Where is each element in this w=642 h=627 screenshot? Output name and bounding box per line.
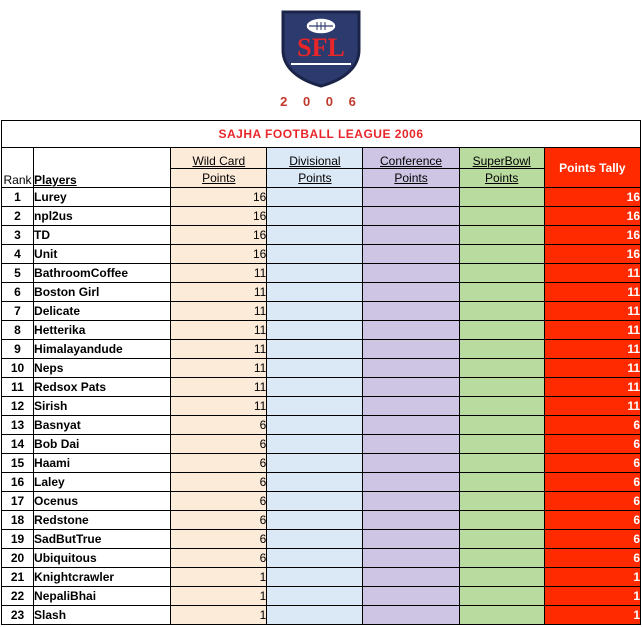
- cell-points-tally: 11: [544, 378, 640, 397]
- table-title-row: [2, 121, 641, 148]
- cell-rank: 6: [2, 283, 34, 302]
- cell-conference: [363, 207, 459, 226]
- cell-rank: 5: [2, 264, 34, 283]
- header-points-tally: Points Tally: [544, 148, 640, 188]
- cell-superbowl: [459, 549, 544, 568]
- cell-wild-card: 11: [171, 321, 267, 340]
- cell-player: NepaliBhai: [34, 587, 171, 606]
- cell-rank: 21: [2, 568, 34, 587]
- sfl-shield-logo: [277, 6, 365, 90]
- cell-wild-card: 16: [171, 188, 267, 207]
- cell-wild-card: 16: [171, 245, 267, 264]
- cell-rank: 23: [2, 606, 34, 625]
- page-title: SAJHA FOOTBALL LEAGUE 2006: [2, 121, 641, 148]
- header-conference: Conference: [363, 148, 459, 169]
- cell-conference: [363, 435, 459, 454]
- table-row: [2, 549, 641, 568]
- cell-superbowl: [459, 264, 544, 283]
- svg-text:SFL: SFL: [297, 33, 345, 62]
- cell-player: Himalayandude: [34, 340, 171, 359]
- cell-wild-card: 1: [171, 606, 267, 625]
- cell-conference: [363, 492, 459, 511]
- standings-rows: [2, 188, 641, 625]
- cell-wild-card: 6: [171, 435, 267, 454]
- cell-divisional: [267, 245, 363, 264]
- table-row: [2, 340, 641, 359]
- cell-player: Bob Dai: [34, 435, 171, 454]
- cell-wild-card: 11: [171, 264, 267, 283]
- table-row: [2, 606, 641, 625]
- cell-rank: 19: [2, 530, 34, 549]
- logo-year: 2 0 0 6: [280, 94, 362, 109]
- cell-superbowl: [459, 492, 544, 511]
- cell-points-tally: 11: [544, 340, 640, 359]
- cell-rank: 7: [2, 302, 34, 321]
- cell-divisional: [267, 359, 363, 378]
- cell-conference: [363, 226, 459, 245]
- cell-wild-card: 11: [171, 283, 267, 302]
- cell-player: Knightcrawler: [34, 568, 171, 587]
- table-row: [2, 511, 641, 530]
- table-row: [2, 264, 641, 283]
- cell-conference: [363, 188, 459, 207]
- cell-conference: [363, 530, 459, 549]
- header-divisional: Divisional: [267, 148, 363, 169]
- cell-wild-card: 6: [171, 454, 267, 473]
- cell-rank: 12: [2, 397, 34, 416]
- cell-points-tally: 1: [544, 568, 640, 587]
- cell-divisional: [267, 435, 363, 454]
- cell-conference: [363, 454, 459, 473]
- cell-points-tally: 11: [544, 302, 640, 321]
- header-rank: Rank: [2, 148, 34, 188]
- cell-rank: 18: [2, 511, 34, 530]
- cell-wild-card: 11: [171, 340, 267, 359]
- cell-conference: [363, 321, 459, 340]
- cell-divisional: [267, 492, 363, 511]
- cell-player: Ubiquitous: [34, 549, 171, 568]
- header-conference-points: Points: [363, 169, 459, 188]
- cell-wild-card: 16: [171, 226, 267, 245]
- cell-rank: 2: [2, 207, 34, 226]
- cell-points-tally: 16: [544, 188, 640, 207]
- cell-rank: 8: [2, 321, 34, 340]
- cell-wild-card: 6: [171, 492, 267, 511]
- cell-divisional: [267, 416, 363, 435]
- cell-divisional: [267, 340, 363, 359]
- cell-player: Ocenus: [34, 492, 171, 511]
- header-superbowl-points: Points: [459, 169, 544, 188]
- cell-rank: 14: [2, 435, 34, 454]
- cell-rank: 20: [2, 549, 34, 568]
- cell-conference: [363, 397, 459, 416]
- cell-conference: [363, 283, 459, 302]
- table-row: [2, 359, 641, 378]
- cell-rank: 10: [2, 359, 34, 378]
- cell-points-tally: 16: [544, 207, 640, 226]
- cell-rank: 17: [2, 492, 34, 511]
- cell-player: Lurey: [34, 188, 171, 207]
- cell-conference: [363, 511, 459, 530]
- cell-player: BathroomCoffee: [34, 264, 171, 283]
- cell-conference: [363, 568, 459, 587]
- table-row: [2, 530, 641, 549]
- cell-divisional: [267, 587, 363, 606]
- cell-divisional: [267, 302, 363, 321]
- cell-rank: 9: [2, 340, 34, 359]
- header-wild-card-points: Points: [171, 169, 267, 188]
- cell-conference: [363, 359, 459, 378]
- cell-superbowl: [459, 207, 544, 226]
- cell-points-tally: 11: [544, 397, 640, 416]
- cell-divisional: [267, 283, 363, 302]
- cell-superbowl: [459, 188, 544, 207]
- cell-player: Basnyat: [34, 416, 171, 435]
- cell-player: Sirish: [34, 397, 171, 416]
- cell-superbowl: [459, 416, 544, 435]
- cell-divisional: [267, 454, 363, 473]
- cell-superbowl: [459, 587, 544, 606]
- table-row: [2, 435, 641, 454]
- cell-divisional: [267, 226, 363, 245]
- cell-superbowl: [459, 283, 544, 302]
- cell-superbowl: [459, 511, 544, 530]
- header-superbowl: SuperBowl: [459, 148, 544, 169]
- cell-points-tally: 11: [544, 321, 640, 340]
- cell-rank: 3: [2, 226, 34, 245]
- cell-points-tally: 11: [544, 283, 640, 302]
- table-row: [2, 568, 641, 587]
- cell-player: Slash: [34, 606, 171, 625]
- cell-points-tally: 6: [544, 416, 640, 435]
- cell-points-tally: 6: [544, 492, 640, 511]
- cell-conference: [363, 606, 459, 625]
- cell-points-tally: 6: [544, 530, 640, 549]
- cell-superbowl: [459, 454, 544, 473]
- cell-points-tally: 1: [544, 587, 640, 606]
- table-row: [2, 302, 641, 321]
- cell-player: Redsox Pats: [34, 378, 171, 397]
- cell-conference: [363, 587, 459, 606]
- cell-divisional: [267, 188, 363, 207]
- cell-conference: [363, 264, 459, 283]
- cell-conference: [363, 340, 459, 359]
- cell-wild-card: 6: [171, 511, 267, 530]
- cell-superbowl: [459, 340, 544, 359]
- cell-wild-card: 16: [171, 207, 267, 226]
- cell-wild-card: 6: [171, 473, 267, 492]
- cell-points-tally: 11: [544, 264, 640, 283]
- cell-wild-card: 6: [171, 416, 267, 435]
- cell-divisional: [267, 207, 363, 226]
- cell-divisional: [267, 397, 363, 416]
- cell-superbowl: [459, 378, 544, 397]
- header-divisional-points: Points: [267, 169, 363, 188]
- cell-player: Neps: [34, 359, 171, 378]
- cell-superbowl: [459, 397, 544, 416]
- table-row: [2, 226, 641, 245]
- cell-points-tally: 11: [544, 359, 640, 378]
- cell-rank: 11: [2, 378, 34, 397]
- cell-divisional: [267, 264, 363, 283]
- cell-rank: 13: [2, 416, 34, 435]
- cell-superbowl: [459, 568, 544, 587]
- cell-rank: 22: [2, 587, 34, 606]
- cell-superbowl: [459, 435, 544, 454]
- cell-conference: [363, 245, 459, 264]
- cell-superbowl: [459, 321, 544, 340]
- cell-wild-card: 6: [171, 549, 267, 568]
- cell-conference: [363, 416, 459, 435]
- table-row: [2, 245, 641, 264]
- standings-table: [1, 120, 641, 625]
- cell-rank: 16: [2, 473, 34, 492]
- cell-divisional: [267, 511, 363, 530]
- header-players: Players: [34, 148, 171, 188]
- cell-wild-card: 11: [171, 302, 267, 321]
- cell-wild-card: 11: [171, 378, 267, 397]
- cell-points-tally: 6: [544, 435, 640, 454]
- cell-wild-card: 11: [171, 359, 267, 378]
- cell-wild-card: 6: [171, 530, 267, 549]
- cell-wild-card: 1: [171, 587, 267, 606]
- cell-superbowl: [459, 473, 544, 492]
- table-row: [2, 492, 641, 511]
- cell-superbowl: [459, 302, 544, 321]
- cell-player: Redstone: [34, 511, 171, 530]
- cell-player: npl2us: [34, 207, 171, 226]
- cell-conference: [363, 378, 459, 397]
- cell-divisional: [267, 549, 363, 568]
- table-row: [2, 321, 641, 340]
- cell-conference: [363, 302, 459, 321]
- table-header-row-1: [2, 148, 641, 169]
- cell-divisional: [267, 568, 363, 587]
- cell-divisional: [267, 530, 363, 549]
- table-row: [2, 416, 641, 435]
- cell-wild-card: 11: [171, 397, 267, 416]
- cell-divisional: [267, 473, 363, 492]
- cell-player: TD: [34, 226, 171, 245]
- logo-area: [0, 0, 642, 120]
- cell-conference: [363, 549, 459, 568]
- cell-points-tally: 6: [544, 454, 640, 473]
- cell-player: Unit: [34, 245, 171, 264]
- table-row: [2, 188, 641, 207]
- cell-rank: 1: [2, 188, 34, 207]
- table-row: [2, 587, 641, 606]
- cell-points-tally: 6: [544, 549, 640, 568]
- table-row: [2, 397, 641, 416]
- cell-divisional: [267, 606, 363, 625]
- table-row: [2, 378, 641, 397]
- cell-points-tally: 16: [544, 245, 640, 264]
- cell-player: Delicate: [34, 302, 171, 321]
- cell-player: Laley: [34, 473, 171, 492]
- cell-points-tally: 16: [544, 226, 640, 245]
- cell-points-tally: 6: [544, 473, 640, 492]
- table-row: [2, 207, 641, 226]
- cell-divisional: [267, 321, 363, 340]
- table-row: [2, 283, 641, 302]
- cell-superbowl: [459, 530, 544, 549]
- cell-rank: 4: [2, 245, 34, 264]
- cell-player: Boston Girl: [34, 283, 171, 302]
- cell-superbowl: [459, 606, 544, 625]
- cell-superbowl: [459, 245, 544, 264]
- cell-player: Hetterika: [34, 321, 171, 340]
- cell-divisional: [267, 378, 363, 397]
- header-wild-card: Wild Card: [171, 148, 267, 169]
- cell-rank: 15: [2, 454, 34, 473]
- cell-points-tally: 1: [544, 606, 640, 625]
- cell-superbowl: [459, 359, 544, 378]
- cell-wild-card: 1: [171, 568, 267, 587]
- table-row: [2, 473, 641, 492]
- cell-points-tally: 6: [544, 511, 640, 530]
- cell-conference: [363, 473, 459, 492]
- cell-superbowl: [459, 226, 544, 245]
- cell-player: Haami: [34, 454, 171, 473]
- cell-player: SadButTrue: [34, 530, 171, 549]
- table-row: [2, 454, 641, 473]
